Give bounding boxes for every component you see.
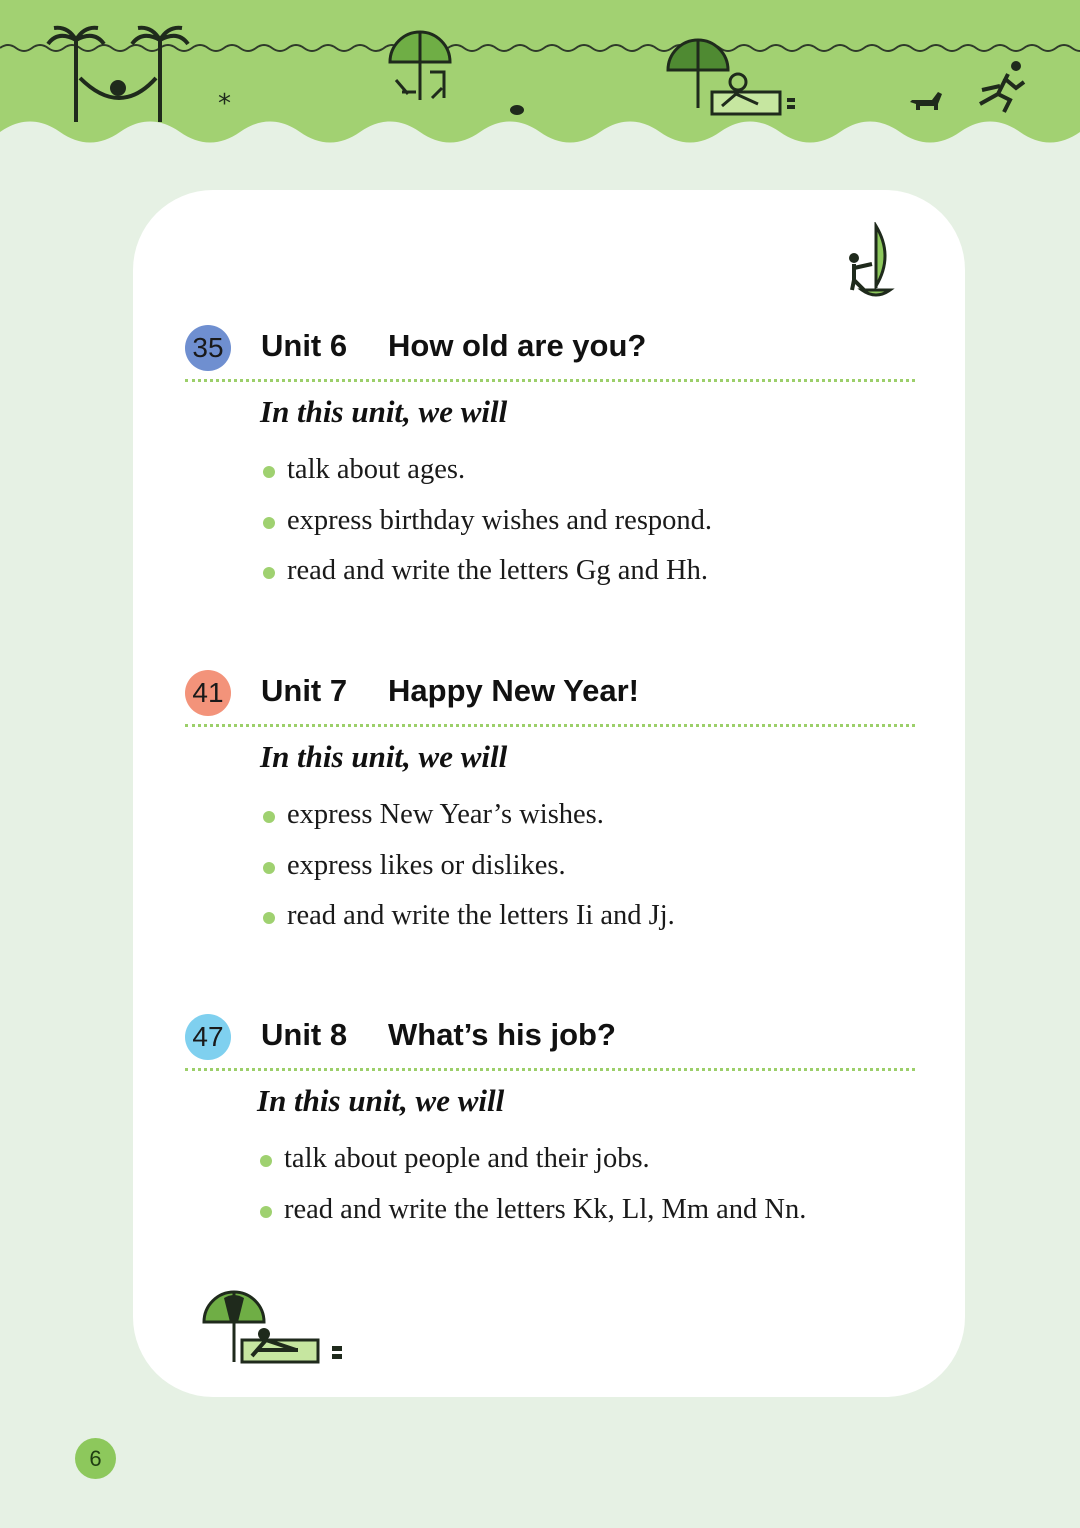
unit-label: Unit 6 [261,328,348,363]
unit-intro: In this unit, we will [260,739,508,774]
sunbather-icon [200,1290,350,1366]
objective-list [263,454,712,606]
bullet-dot-icon [260,1155,272,1167]
objective-text: talk about ages. [287,454,466,485]
dotted-divider [185,724,915,727]
unit-label: Unit 7 [261,673,348,708]
unit-section [185,324,915,586]
page-number-badge[interactable]: 35 [185,325,231,371]
objective-text: express birthday wishes and respond. [287,504,713,536]
list-item [263,799,675,850]
unit-label: Unit 8 [261,1017,348,1052]
star-icon: * [218,89,231,119]
unit-header [185,669,915,717]
beach-banner [0,0,1080,160]
objective-list [260,1143,806,1244]
unit-intro: In this unit, we will [257,1083,505,1118]
ball-icon [510,105,524,115]
bullet-dot-icon [263,862,275,874]
list-item [260,1194,806,1245]
dotted-divider [185,379,915,382]
objective-text: read and write the letters Gg and Hh. [287,555,709,586]
list-item [260,1143,806,1194]
page-number: 6 [75,1438,116,1479]
unit-header [185,1013,915,1061]
bullet-dot-icon [263,811,275,823]
list-item [263,850,675,901]
objective-list [263,799,675,951]
dotted-divider [185,1068,915,1071]
bullet-dot-icon [263,567,275,579]
unit-section [185,669,915,931]
bullet-dot-icon [260,1206,272,1218]
objective-text: express likes or dislikes. [287,849,566,881]
bullet-dot-icon [263,517,275,529]
windsurfer-icon [840,222,896,306]
objective-text: talk about people and their jobs. [284,1143,650,1174]
bullet-dot-icon [263,912,275,924]
unit-section [185,1013,915,1225]
list-item [263,505,712,556]
unit-header [185,324,915,372]
objective-text: express New Year’s wishes. [287,799,604,830]
list-item [263,900,675,951]
unit-title[interactable]: How old are you? [388,328,647,363]
objective-text: read and write the letters Kk, Ll, Mm and Nn. [284,1193,807,1225]
unit-title[interactable]: Happy New Year! [388,673,639,708]
bullet-dot-icon [263,466,275,478]
unit-title[interactable]: What’s his job? [388,1017,616,1052]
page-number-badge[interactable]: 47 [185,1014,231,1060]
list-item [263,555,712,606]
list-item [263,454,712,505]
unit-intro: In this unit, we will [260,394,508,429]
page-number-badge[interactable]: 41 [185,670,231,716]
objective-text: read and write the letters Ii and Jj. [287,900,675,931]
